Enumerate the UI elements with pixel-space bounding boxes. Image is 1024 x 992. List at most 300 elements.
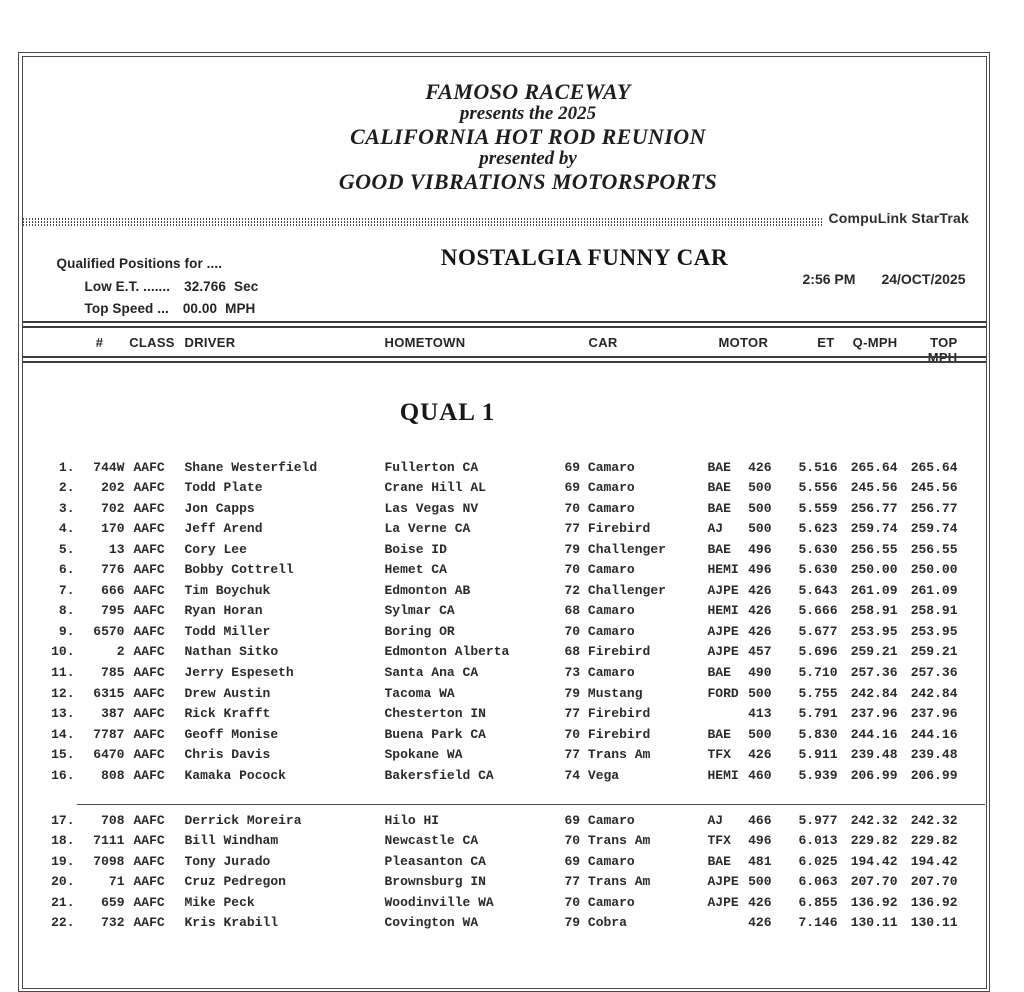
cell-driver: Rick Krafft (184, 706, 271, 722)
cell-hometown: Santa Ana CA (384, 664, 479, 680)
cell-motor-size: 500 (748, 500, 772, 516)
table-row (40, 663, 958, 684)
header-class: CLASS (129, 334, 175, 350)
cell-class: AAFC (133, 706, 165, 722)
cell-position: 5. (58, 541, 75, 557)
low-et-line (85, 279, 259, 294)
cell-motor-brand: AJPE (707, 623, 739, 639)
cell-position: 11. (51, 664, 75, 680)
cell-car-number: 732 (101, 915, 125, 931)
cell-car-number: 744W (93, 459, 125, 475)
table-row (40, 704, 958, 725)
cell-hometown: Pleasanton CA (384, 853, 486, 869)
cell-top-mph: 242.32 (910, 812, 958, 828)
cell-top-mph: 261.09 (910, 582, 958, 598)
header-car: CAR (588, 334, 618, 350)
cell-car-number: 202 (101, 480, 125, 496)
cell-driver: Drew Austin (184, 685, 271, 701)
cell-car: 79 Mustang (564, 685, 643, 701)
cell-driver: Cruz Pedregon (184, 874, 286, 890)
table-row (40, 622, 958, 643)
cell-car: 79 Cobra (564, 915, 627, 931)
cell-et: 5.677 (798, 623, 838, 639)
cell-hometown: Las Vegas NV (384, 500, 479, 516)
printed-sheet-inner-frame (22, 56, 987, 989)
cell-position: 14. (51, 726, 75, 742)
cell-class: AAFC (133, 603, 165, 619)
cell-class: AAFC (133, 833, 165, 849)
cell-motor-brand: AJPE (707, 894, 739, 910)
cell-car-number: 2 (116, 644, 125, 660)
cell-motor-size: 481 (748, 853, 772, 869)
cell-position: 12. (51, 685, 75, 701)
cell-class: AAFC (133, 623, 165, 639)
cell-qmph: 259.74 (850, 521, 898, 537)
table-row (40, 852, 958, 873)
cell-motor-brand: TFX (707, 833, 731, 849)
cell-qmph: 239.48 (850, 747, 898, 763)
cell-hometown: Boise ID (384, 541, 447, 557)
cell-et: 5.630 (798, 562, 838, 578)
cell-car-number: 666 (101, 582, 125, 598)
cell-class: AAFC (133, 480, 165, 496)
cell-hometown: Fullerton CA (384, 459, 479, 475)
cell-et: 5.755 (798, 685, 838, 701)
cell-et: 6.855 (798, 894, 838, 910)
cell-position: 20. (51, 874, 75, 890)
cell-qmph: 136.92 (850, 894, 898, 910)
cell-qmph: 242.32 (850, 812, 898, 828)
cell-top-mph: 258.91 (910, 603, 958, 619)
cell-top-mph: 259.74 (910, 521, 958, 537)
cell-top-mph: 206.99 (910, 767, 958, 783)
cell-driver: Kris Krabill (184, 915, 279, 931)
cell-car-number: 7787 (93, 726, 125, 742)
cell-car-number: 13 (108, 541, 125, 557)
event-title-line-3: CALIFORNIA HOT ROD REUNION (350, 123, 706, 149)
cell-et: 5.977 (798, 812, 838, 828)
category-title: NOSTALGIA FUNNY CAR (440, 244, 729, 270)
cell-car-number: 702 (101, 500, 125, 516)
event-title-line-5: GOOD VIBRATIONS MOTORSPORTS (338, 168, 718, 194)
cell-car: 69 Camaro (564, 853, 635, 869)
cell-position: 4. (58, 521, 75, 537)
cell-car: 72 Challenger (564, 582, 666, 598)
cell-class: AAFC (133, 459, 165, 475)
cell-position: 7. (58, 582, 75, 598)
cell-driver: Jeff Arend (184, 521, 263, 537)
cell-class: AAFC (133, 915, 165, 931)
table-row (40, 831, 958, 852)
cell-class: AAFC (133, 562, 165, 578)
cell-et: 5.643 (798, 582, 838, 598)
cell-class: AAFC (133, 500, 165, 516)
cell-driver: Nathan Sitko (184, 644, 279, 660)
cell-car-number: 387 (101, 706, 125, 722)
cell-motor-brand: BAE (707, 726, 731, 742)
cell-driver: Bobby Cottrell (184, 562, 294, 578)
cell-position: 1. (58, 459, 75, 475)
dotted-separator-band (23, 217, 823, 226)
top-speed-line (85, 301, 256, 316)
cell-et: 5.710 (798, 664, 838, 680)
cell-hometown: Spokane WA (384, 747, 463, 763)
cell-class: AAFC (133, 894, 165, 910)
cell-et: 5.696 (798, 644, 838, 660)
cell-et: 5.630 (798, 541, 838, 557)
cell-position: 19. (51, 853, 75, 869)
cell-position: 2. (58, 480, 75, 496)
cell-motor-brand: BAE (707, 500, 731, 516)
printed-sheet-frame (18, 52, 990, 992)
table-row (40, 684, 958, 705)
cell-driver: Kamaka Pocock (184, 767, 286, 783)
cell-motor-size: 500 (748, 685, 772, 701)
cell-qmph: 256.55 (850, 541, 898, 557)
cell-car-number: 659 (101, 894, 125, 910)
table-row (40, 872, 958, 893)
cell-top-mph: 245.56 (910, 480, 958, 496)
cell-position: 21. (51, 894, 75, 910)
header-driver: DRIVER (184, 334, 236, 350)
cell-qmph: 245.56 (850, 480, 898, 496)
cell-hometown: Brownsburg IN (384, 874, 486, 890)
low-et-value: 32.766 (184, 278, 227, 294)
header-motor: MOTOR (718, 334, 769, 350)
table-row (40, 540, 958, 561)
cell-car: 77 Trans Am (564, 874, 651, 890)
cell-top-mph: 250.00 (910, 562, 958, 578)
cell-car-number: 785 (101, 664, 125, 680)
cell-et: 5.911 (798, 747, 838, 763)
cell-car: 70 Trans Am (564, 833, 651, 849)
cell-et: 5.559 (798, 500, 838, 516)
cell-car-number: 808 (101, 767, 125, 783)
cell-top-mph: 136.92 (910, 894, 958, 910)
cell-position: 10. (51, 644, 75, 660)
cell-position: 16. (51, 767, 75, 783)
cell-top-mph: 242.84 (910, 685, 958, 701)
cell-qmph: 244.16 (850, 726, 898, 742)
cell-position: 17. (51, 812, 75, 828)
cell-top-mph: 229.82 (910, 833, 958, 849)
cell-motor-size: 426 (748, 915, 772, 931)
cell-motor-size: 500 (748, 726, 772, 742)
cell-class: AAFC (133, 874, 165, 890)
cell-motor-size: 466 (748, 812, 772, 828)
cell-car: 74 Vega (564, 767, 620, 783)
cell-car: 68 Firebird (564, 644, 651, 660)
cell-motor-brand: FORD (707, 685, 739, 701)
cell-hometown: Sylmar CA (384, 603, 455, 619)
cell-et: 5.623 (798, 521, 838, 537)
cell-top-mph: 265.64 (910, 459, 958, 475)
cell-motor-brand (706, 913, 746, 934)
cell-car: 69 Camaro (564, 480, 635, 496)
cell-car: 79 Challenger (564, 541, 666, 557)
table-row (40, 893, 958, 914)
report-timestamp (803, 271, 966, 287)
event-title-line-1: FAMOSO RACEWAY (425, 78, 631, 104)
session-title: QUAL 1 (399, 398, 496, 426)
cell-class: AAFC (133, 726, 165, 742)
cell-position: 9. (58, 623, 75, 639)
cell-driver: Tony Jurado (184, 853, 271, 869)
cell-car: 77 Firebird (564, 521, 651, 537)
table-row (40, 642, 958, 663)
top-speed-label: Top Speed ... (84, 300, 169, 316)
cell-car: 70 Camaro (564, 894, 635, 910)
cell-qmph: 256.77 (850, 500, 898, 516)
cell-driver: Todd Plate (184, 480, 263, 496)
cell-class: AAFC (133, 812, 165, 828)
cell-et: 5.516 (798, 459, 838, 475)
cell-motor-size: 426 (748, 894, 772, 910)
cell-position: 13. (51, 706, 75, 722)
cell-et: 6.063 (798, 874, 838, 890)
cell-hometown: Crane Hill AL (384, 480, 486, 496)
cell-et: 5.556 (798, 480, 838, 496)
cell-driver: Tim Boychuk (184, 582, 271, 598)
cell-hometown: Chesterton IN (384, 706, 486, 722)
cell-driver: Todd Miller (184, 623, 271, 639)
cell-et: 5.830 (798, 726, 838, 742)
cell-driver: Jon Capps (184, 500, 255, 516)
cell-hometown: Newcastle CA (384, 833, 479, 849)
cell-car-number: 795 (101, 603, 125, 619)
header-hometown: HOMETOWN (384, 334, 466, 350)
cell-hometown: Bakersfield CA (384, 767, 494, 783)
cell-position: 22. (51, 915, 75, 931)
rows-nonqualified (40, 811, 958, 934)
cell-et: 7.146 (798, 915, 838, 931)
cell-class: AAFC (133, 767, 165, 783)
cell-top-mph: 256.77 (910, 500, 958, 516)
cell-qmph: 250.00 (850, 562, 898, 578)
table-row (40, 601, 958, 622)
cell-top-mph: 194.42 (910, 853, 958, 869)
cell-driver: Geoff Monise (184, 726, 279, 742)
cell-position: 18. (51, 833, 75, 849)
cell-car: 70 Firebird (564, 726, 651, 742)
cell-motor-brand: BAE (707, 664, 731, 680)
cell-driver: Mike Peck (184, 894, 255, 910)
cell-top-mph: 207.70 (910, 874, 958, 890)
cell-motor-brand: AJPE (707, 644, 739, 660)
table-row (40, 478, 958, 499)
cell-class: AAFC (133, 853, 165, 869)
table-row (40, 766, 958, 787)
cell-top-mph: 256.55 (910, 541, 958, 557)
report-time: 2:56 PM (802, 270, 856, 287)
cell-top-mph: 130.11 (910, 915, 958, 931)
top-speed-value: 00.00 (182, 300, 218, 316)
cell-et: 5.791 (798, 706, 838, 722)
cell-motor-brand: AJPE (707, 874, 739, 890)
cell-qmph: 242.84 (850, 685, 898, 701)
cell-motor-brand (706, 704, 746, 725)
table-row (40, 458, 958, 479)
cell-top-mph: 244.16 (910, 726, 958, 742)
table-row (40, 499, 958, 520)
cell-hometown: Hilo HI (384, 812, 440, 828)
cell-top-mph: 257.36 (910, 664, 958, 680)
cell-car: 77 Firebird (564, 706, 651, 722)
cell-motor-size: 496 (748, 562, 772, 578)
table-row (40, 725, 958, 746)
cell-position: 6. (58, 562, 75, 578)
cell-hometown: La Verne CA (384, 521, 471, 537)
cell-car: 68 Camaro (564, 603, 635, 619)
cell-driver: Ryan Horan (184, 603, 263, 619)
header-qmph: Q-MPH (852, 334, 898, 350)
cell-hometown: Edmonton AB (384, 582, 471, 598)
cell-position: 8. (58, 603, 75, 619)
cell-motor-brand: TFX (707, 747, 731, 763)
cell-hometown: Buena Park CA (384, 726, 486, 742)
cell-motor-brand: AJ (707, 521, 724, 537)
timing-system-branding: CompuLink StarTrak (828, 209, 970, 226)
cell-car-number: 6570 (93, 623, 125, 639)
cell-car: 77 Trans Am (564, 747, 651, 763)
cell-motor-size: 426 (748, 623, 772, 639)
header-bottom-rule (23, 356, 986, 363)
cell-car-number: 6470 (93, 747, 125, 763)
cell-motor-size: 426 (748, 747, 772, 763)
cell-car: 73 Camaro (564, 664, 635, 680)
cell-motor-size: 426 (748, 459, 772, 475)
cell-motor-size: 496 (748, 833, 772, 849)
event-title-line-4: presented by (479, 148, 577, 169)
cell-driver: Jerry Espeseth (184, 664, 294, 680)
cell-motor-brand: AJPE (707, 582, 739, 598)
cell-motor-brand: BAE (707, 541, 731, 557)
cell-car-number: 7111 (93, 833, 125, 849)
cell-car: 69 Camaro (564, 812, 635, 828)
cell-qmph: 237.96 (850, 706, 898, 722)
table-row (40, 811, 958, 832)
table-row (40, 560, 958, 581)
cell-motor-size: 413 (748, 706, 772, 722)
qualified-positions-label: Qualified Positions for .... (56, 255, 223, 271)
cell-class: AAFC (133, 747, 165, 763)
cell-motor-brand: AJ (707, 812, 724, 828)
cell-motor-size: 500 (748, 874, 772, 890)
cell-qmph: 229.82 (850, 833, 898, 849)
table-row (40, 745, 958, 766)
header-et: ET (817, 334, 835, 350)
cell-driver: Shane Westerfield (184, 459, 318, 475)
qualifying-bump-line (77, 804, 985, 805)
cell-hometown: Tacoma WA (384, 685, 455, 701)
cell-hometown: Hemet CA (384, 562, 447, 578)
cell-car-number: 170 (101, 521, 125, 537)
cell-class: AAFC (133, 582, 165, 598)
cell-class: AAFC (133, 664, 165, 680)
cell-motor-size: 426 (748, 582, 772, 598)
cell-motor-brand: BAE (707, 459, 731, 475)
cell-driver: Derrick Moreira (184, 812, 302, 828)
cell-motor-size: 457 (748, 644, 772, 660)
table-row (40, 913, 958, 934)
cell-motor-size: 460 (748, 767, 772, 783)
cell-motor-size: 496 (748, 541, 772, 557)
cell-top-mph: 259.21 (910, 644, 958, 660)
header-car-number: # (95, 334, 104, 350)
cell-driver: Bill Windham (184, 833, 279, 849)
cell-hometown: Woodinville WA (384, 894, 494, 910)
cell-motor-brand: HEMI (707, 562, 739, 578)
cell-et: 5.666 (798, 603, 838, 619)
cell-et: 6.025 (798, 853, 838, 869)
header-top-rule (23, 321, 986, 328)
cell-car: 70 Camaro (564, 500, 635, 516)
report-date: 24/OCT/2025 (881, 270, 966, 287)
cell-motor-size: 500 (748, 521, 772, 537)
cell-qmph: 259.21 (850, 644, 898, 660)
cell-qmph: 257.36 (850, 664, 898, 680)
cell-motor-brand: BAE (707, 853, 731, 869)
cell-class: AAFC (133, 541, 165, 557)
cell-hometown: Boring OR (384, 623, 455, 639)
cell-class: AAFC (133, 644, 165, 660)
cell-motor-brand: HEMI (707, 767, 739, 783)
cell-car-number: 71 (108, 874, 125, 890)
event-title-block (71, 78, 986, 194)
cell-top-mph: 239.48 (910, 747, 958, 763)
cell-car: 69 Camaro (564, 459, 635, 475)
cell-top-mph: 253.95 (910, 623, 958, 639)
cell-position: 3. (58, 500, 75, 516)
event-title-line-2: presents the 2025 (459, 103, 597, 124)
cell-car: 70 Camaro (564, 562, 635, 578)
cell-qmph: 265.64 (850, 459, 898, 475)
cell-qmph: 261.09 (850, 582, 898, 598)
cell-car-number: 7098 (93, 853, 125, 869)
cell-car-number: 708 (101, 812, 125, 828)
rows-qualified (40, 458, 958, 787)
cell-motor-size: 490 (748, 664, 772, 680)
cell-car-number: 6315 (93, 685, 125, 701)
cell-driver: Cory Lee (184, 541, 247, 557)
header-top-mph: TOP MPH (927, 334, 958, 365)
cell-motor-brand: HEMI (707, 603, 739, 619)
cell-top-mph: 237.96 (910, 706, 958, 722)
cell-motor-brand: BAE (707, 480, 731, 496)
cell-hometown: Edmonton Alberta (384, 644, 510, 660)
cell-driver: Chris Davis (184, 747, 271, 763)
cell-motor-size: 426 (748, 603, 772, 619)
low-et-unit: Sec (234, 278, 259, 294)
cell-qmph: 207.70 (850, 874, 898, 890)
cell-car: 70 Camaro (564, 623, 635, 639)
table-row (40, 519, 958, 540)
cell-qmph: 206.99 (850, 767, 898, 783)
cell-qmph: 253.95 (850, 623, 898, 639)
cell-qmph: 194.42 (850, 853, 898, 869)
cell-motor-size: 500 (748, 480, 772, 496)
cell-position: 15. (51, 747, 75, 763)
cell-qmph: 258.91 (850, 603, 898, 619)
top-speed-unit: MPH (225, 300, 256, 316)
low-et-label: Low E.T. ....... (84, 278, 171, 294)
cell-class: AAFC (133, 521, 165, 537)
cell-class: AAFC (133, 685, 165, 701)
table-row (40, 581, 958, 602)
cell-et: 5.939 (798, 767, 838, 783)
cell-car-number: 776 (101, 562, 125, 578)
cell-qmph: 130.11 (850, 915, 898, 931)
